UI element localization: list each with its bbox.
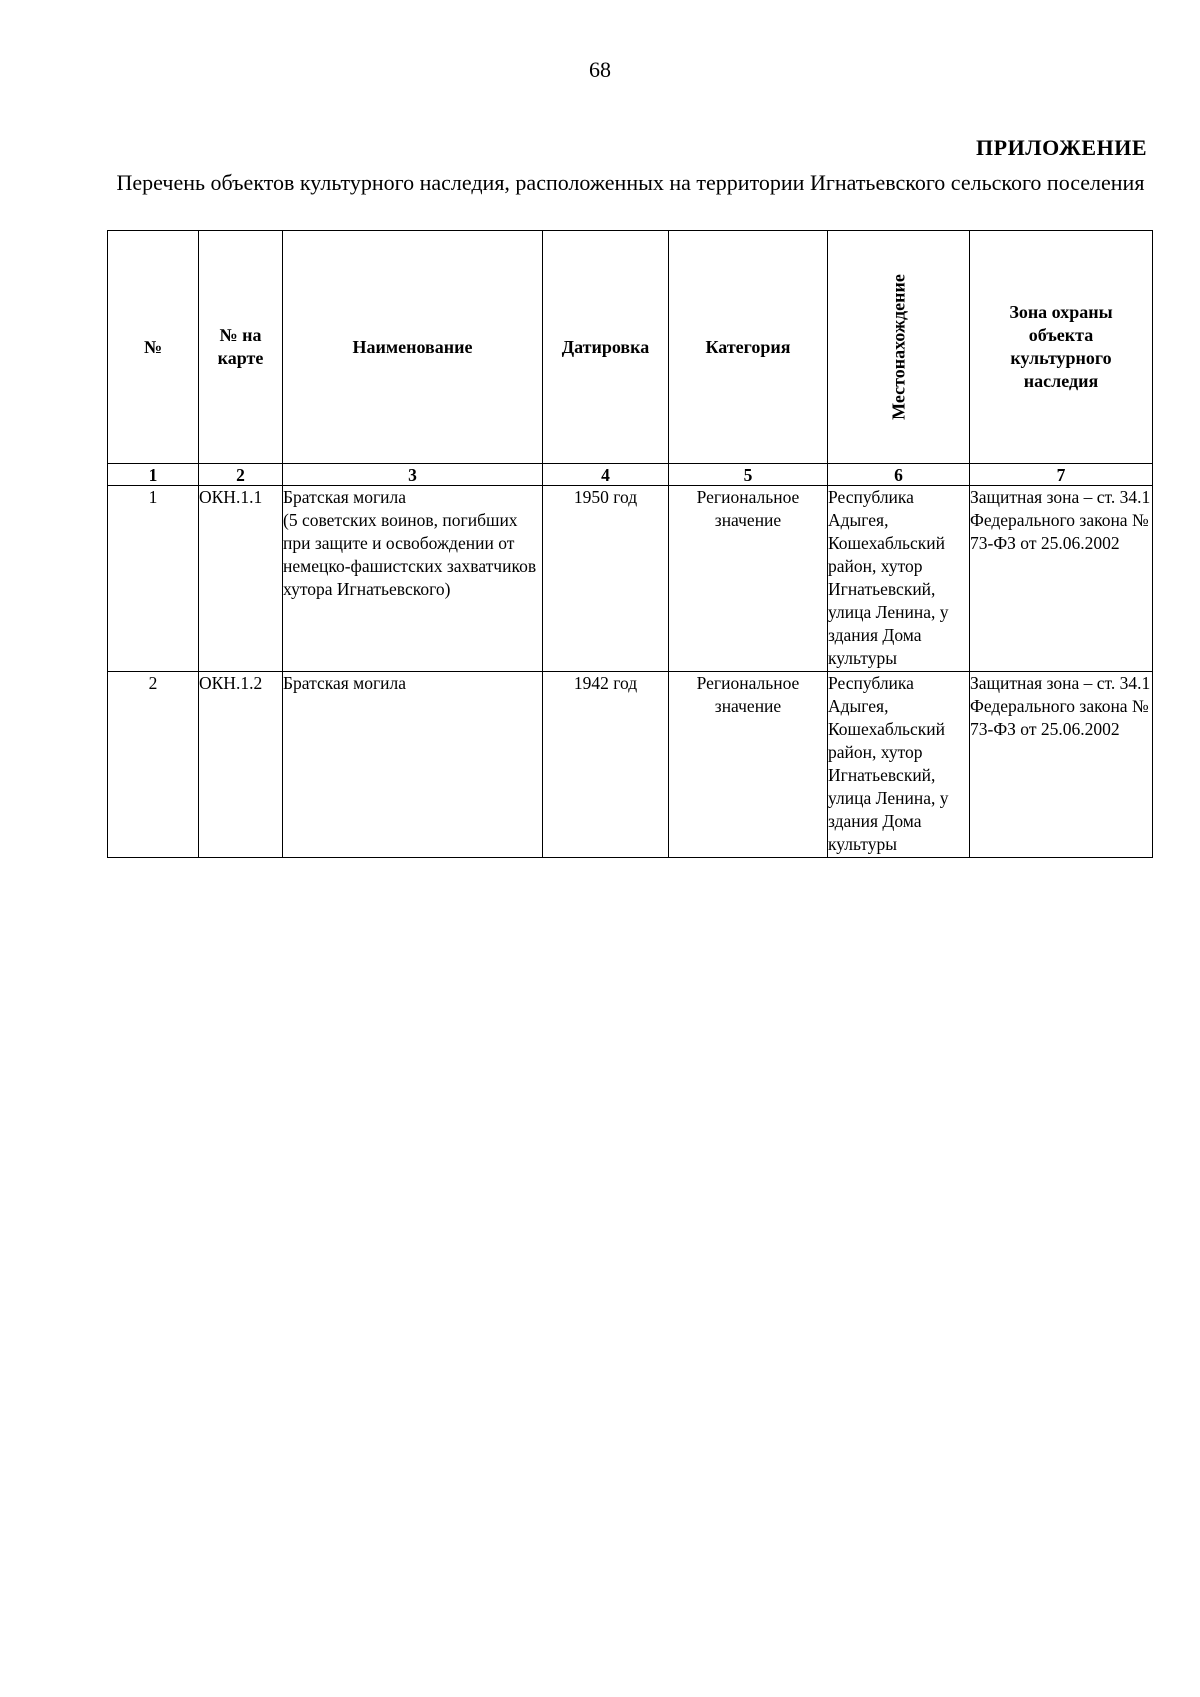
- header-location-label: Местонахождение: [888, 274, 908, 420]
- column-number: 3: [283, 464, 543, 486]
- header-name: Наименование: [283, 231, 543, 464]
- table-row: [108, 672, 1153, 858]
- column-number-row: [108, 464, 1153, 486]
- header-category: Категория: [669, 231, 828, 464]
- document-subtitle: Перечень объектов культурного наследия, расположенных на территории Игнатьевского сельского поселения: [116, 170, 1145, 195]
- map-number: ОКН.1.1: [199, 486, 283, 672]
- object-name: Братская могила: [283, 672, 543, 858]
- header-dating: Датировка: [543, 231, 669, 464]
- column-number: 5: [669, 464, 828, 486]
- protection-zone: Защитная зона – ст. 34.1 Федерального закона № 73-ФЗ от 25.06.2002: [970, 672, 1153, 858]
- table-header-row: [108, 231, 1153, 464]
- protection-zone: Защитная зона – ст. 34.1 Федерального закона № 73-ФЗ от 25.06.2002: [970, 486, 1153, 672]
- column-number: 2: [199, 464, 283, 486]
- dating: 1950 год: [543, 486, 669, 672]
- header-number: №: [108, 231, 199, 464]
- row-number: 1: [108, 486, 199, 672]
- column-number: 6: [828, 464, 970, 486]
- heritage-objects-table: [107, 230, 1153, 858]
- category: Региональное значение: [669, 672, 828, 858]
- header-map-number: № на карте: [199, 231, 283, 464]
- map-number: ОКН.1.2: [199, 672, 283, 858]
- page-number: 68: [589, 57, 611, 82]
- appendix-title: ПРИЛОЖЕНИЕ: [976, 135, 1147, 160]
- header-location: [828, 231, 970, 464]
- location: Республика Адыгея, Кошехабльский район, хутор Игнатьевский, улица Ленина, у здания Дома культуры: [828, 672, 970, 858]
- dating: 1942 год: [543, 672, 669, 858]
- header-protection-zone: Зона охраны объекта культурного наследия: [970, 231, 1153, 464]
- column-number: 4: [543, 464, 669, 486]
- row-number: 2: [108, 672, 199, 858]
- table-row: [108, 486, 1153, 672]
- location: Республика Адыгея, Кошехабльский район, хутор Игнатьевский, улица Ленина, у здания Дома культуры: [828, 486, 970, 672]
- category: Региональное значение: [669, 486, 828, 672]
- column-number: 1: [108, 464, 199, 486]
- object-name: Братская могила (5 советских воинов, погибших при защите и освобождении от немецко-фашистских захватчиков хутора Игнатьевского): [283, 486, 543, 672]
- column-number: 7: [970, 464, 1153, 486]
